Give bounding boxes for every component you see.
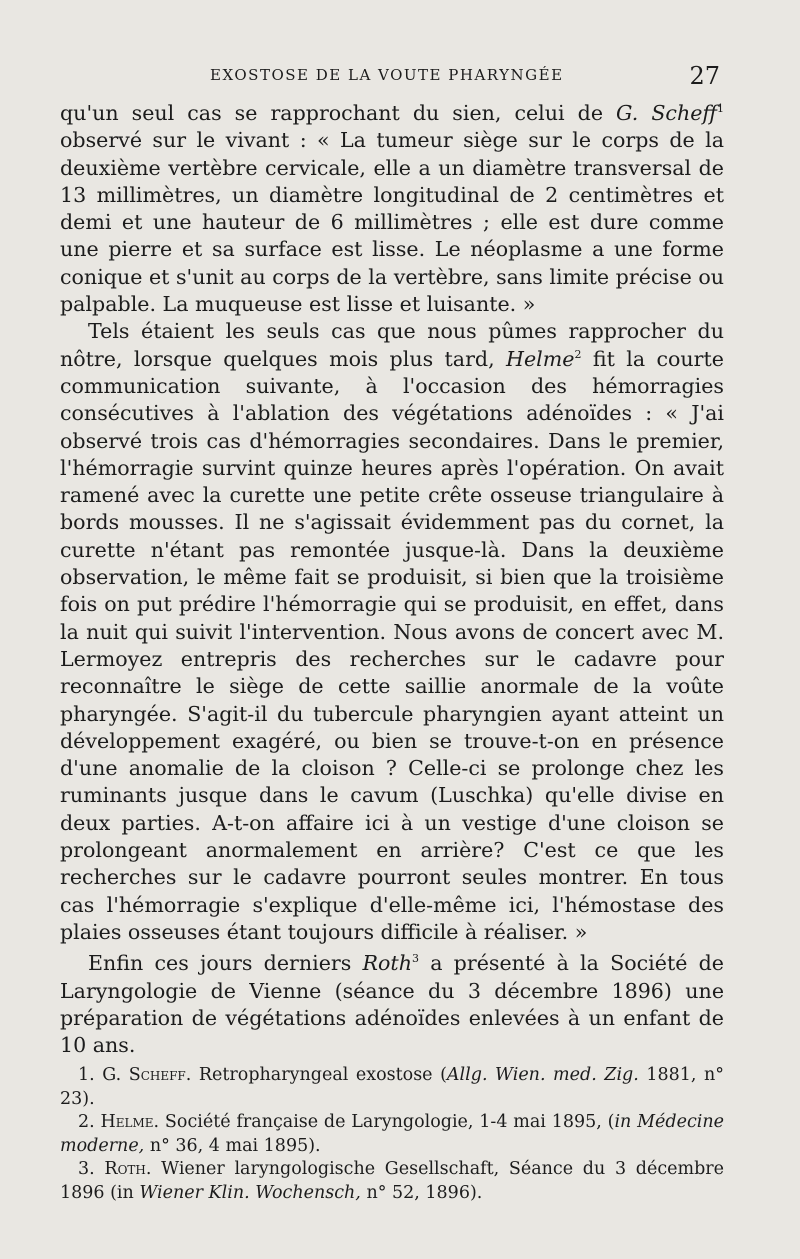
- author-roth: Roth: [362, 951, 412, 976]
- author-helme: Helme: [506, 346, 575, 371]
- footnote-ref-3: 3: [411, 952, 419, 966]
- running-title: EXOSTOSE DE LA VOUTE PHARYNGÉE: [210, 66, 564, 84]
- paragraph-1: qu'un seul cas se rapprochant du sien, celui de G. Scheff$^1$ observé sur le vivant : « La tumeur siège sur le corps de la deuxième vertèbre cervicale, elle a un diamètre transversal de 13 millimètres, un diamètre longitudinal de 2 centimètres et demi et une hauteur de 6 millimètres ; elle est dure comme une pierre et sa surface est lisse. Le néoplasme a une forme conique et s'unit au corps de la vertèbre, sans limite précise ou palpable. La muqueuse est lisse et luisante. »: [60, 101, 724, 317]
- footnote-2: 2. Helme. Société française de Laryngologie, 1-4 mai 1895, (in Médecine moderne, n° 36, 4 mai 1895).: [60, 1112, 724, 1156]
- footnote-3: 3. Roth. Wiener laryngologische Gesellschaft, Séance du 3 décembre 1896 (in Wiener Klin. Wochensch, n° 52, 1896).: [60, 1159, 724, 1203]
- paragraph-2: Tels étaient les seuls cas que nous pûmes rapprocher du nôtre, lorsque quelques mois plus tard, Helme$^2$ fit la courte communication suivante, à l'occasion des hémorragies consécutives à l'ablation des végétations adénoïdes : « J'ai observé trois cas d'hémorragies secondaires. Dans le premier, l'hémorragie survint quinze heures après l'opération. On avait ramené avec la curette une petite crête osseuse triangulaire à bords mousses. Il ne s'agissait évidemment pas du cornet, la curette n'étant pas remontée jusque-là. Dans la deuxième observation, le même fait se produisit, si bien que la troisième fois on put prédire l'hémorragie qui se produisit, en effet, dans la nuit qui suivit l'intervention. Nous avons de concert avec M. Lermoyez entrepris des recherches sur le cadavre pour reconnaître le siège de cette saillie anormale de la voûte pharyngée. S'agit-il du tubercule pharyngien ayant atteint un développement exagéré, ou bien se trouve-t-on en présence d'une anomalie de la cloison ? Celle-ci se prolonge chez les ruminants jusque dans le cavum (Luschka) qu'elle divise en deux parties. A-t-on affaire ici à un vestige d'une cloison se prolongeant anormalement en arrière? C'est ce que les recherches sur le cadavre pourront seules montrer. En tous cas l'hémorragie s'explique d'elle-même ici, l'hémostase des plaies osseuses étant toujours difficile à réaliser. »: [60, 319, 724, 944]
- page-number: 27: [689, 62, 720, 90]
- footnote-ref-2: 2: [574, 347, 582, 361]
- footnote-ref-1: 1: [717, 102, 724, 116]
- page-header: [60, 62, 720, 92]
- main-text: [60, 100, 724, 1059]
- paragraph-3: Enfin ces jours derniers Roth$^3$ a présenté à la Société de Laryngologie de Vienne (séance du 3 décembre 1896) une préparation de végétations adénoïdes enlevées à un enfant de 10 ans.: [60, 951, 724, 1058]
- author-scheff: G. Scheff: [616, 101, 717, 125]
- footnote-1: 1. G. Scheff. Retropharyngeal exostose (Allg. Wien. med. Zig. 1881, n° 23).: [60, 1065, 725, 1109]
- footnotes: [60, 1064, 724, 1205]
